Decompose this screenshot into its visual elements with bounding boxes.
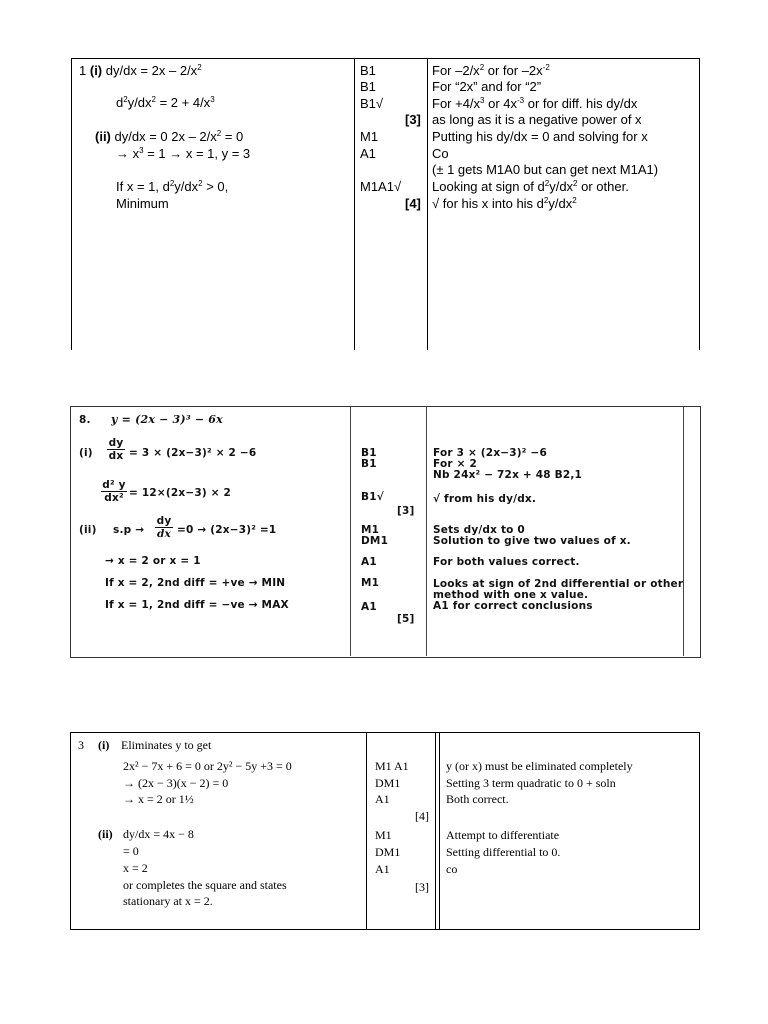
mark-code: M1 <box>360 129 379 144</box>
guidance-note: Setting 3 term quadratic to 0 + soln <box>446 776 616 790</box>
guidance-note: For $+4/x^3$ or $4x^{-3}$ or for diff. his dy/dx <box>432 96 638 111</box>
mark-code: M1 A1 <box>375 759 409 773</box>
column-divider <box>439 733 440 929</box>
guidance-note: method with one x value. <box>433 589 589 601</box>
working-line: → (2x − 3)(x − 2) = 0 <box>123 776 229 790</box>
working-line: → x = 2 or 1½ <box>123 792 194 806</box>
guidance-note: √ for his x into his $d^2y/dx^2$ <box>432 196 577 211</box>
guidance-note: √ from his dy/dx. <box>433 493 537 505</box>
guidance-note: Looks at sign of 2nd differential or other <box>433 578 684 590</box>
guidance-note: For both values correct. <box>433 556 580 568</box>
working-line: stationary at x = 2. <box>123 894 213 908</box>
working-line: = 12×(2x−3) × 2 <box>129 487 232 499</box>
guidance-note: For $-2/x^2$ or for $-2x^{-2}$ <box>432 63 550 78</box>
guidance-note: Sets dy/dx to 0 <box>433 524 525 536</box>
guidance-note: as long as it is a negative power of x <box>432 112 642 127</box>
mark-code: A1 <box>361 556 377 568</box>
question-equation: y = (2x − 3)³ − 6x <box>111 413 223 426</box>
mark-code: B1√ <box>361 491 384 503</box>
guidance-note: Co <box>432 146 449 161</box>
question-number: 8. <box>79 414 91 426</box>
guidance-note: Both correct. <box>446 792 509 806</box>
mark-total: [3] <box>405 112 421 127</box>
guidance-note: A1 for correct conclusions <box>433 600 593 612</box>
part-label: (ii) <box>98 827 113 841</box>
guidance-note: co <box>446 862 458 876</box>
column-divider <box>683 407 684 656</box>
working-line: 1 (i) $dy/dx = 2x - 2/x^2$ <box>79 63 202 78</box>
working-line: = 0 <box>123 844 139 858</box>
mark-code: M1 <box>361 577 380 589</box>
column-divider <box>350 407 351 656</box>
guidance-note: For × 2 <box>433 458 477 470</box>
second-derivative-fraction: $\frac{\text{d² y}}{\text{dx²}}$ <box>102 479 126 504</box>
guidance-note: For 3 × (2x−3)² −6 <box>433 447 547 459</box>
mark-total: [4] <box>405 196 421 211</box>
mark-total: [3] <box>397 505 415 517</box>
mark-code: B1 <box>360 79 376 94</box>
working-line: dy/dx = 4x − 8 <box>123 827 194 841</box>
question-number: 3 <box>78 738 84 752</box>
working-line: If x = 1, $d^2y/dx^2 > 0$, <box>116 179 229 194</box>
working-line: = 3 × (2x−3)² × 2 −6 <box>129 447 257 459</box>
mark-code: A1 <box>361 601 377 613</box>
working-line: Eliminates y to get <box>121 738 212 752</box>
table-right-border <box>699 58 700 350</box>
column-divider <box>435 733 436 929</box>
working-line: or completes the square and states <box>123 878 287 892</box>
guidance-note: Nb 24x² − 72x + 48 B2,1 <box>433 469 583 481</box>
working-line: $d^2y/dx^2 = 2 + 4/x^3$ <box>116 95 215 110</box>
working-line: → x = 2 or x = 1 <box>105 555 201 567</box>
working-line: Minimum <box>116 196 169 211</box>
working-line: If x = 1, 2nd diff = −ve → MAX <box>105 599 289 611</box>
mark-total: [3] <box>415 880 429 894</box>
column-divider <box>366 733 367 929</box>
mark-code: M1 <box>375 828 392 842</box>
guidance-note: (± 1 gets M1A0 but can get next M1A1) <box>432 162 659 177</box>
working-line: If x = 2, 2nd diff = +ve → MIN <box>105 577 286 589</box>
guidance-note: Solution to give two values of x. <box>433 535 631 547</box>
question-1-markscheme <box>0 0 768 360</box>
mark-code: B1 <box>361 458 377 470</box>
mark-total: [5] <box>397 613 415 625</box>
guidance-note: Looking at sign of $d^2y/dx^2$ or other. <box>432 179 629 194</box>
mark-code: A1 <box>375 792 390 806</box>
working-line: → $x^3 = 1 \to x = 1$, y = 3 <box>116 146 251 161</box>
table-top-border <box>71 58 700 59</box>
working-line: (ii) dy/dx = 0 $2x - 2/x^2 = 0$ <box>95 129 244 144</box>
mark-code: A1 <box>375 862 390 876</box>
column-divider <box>426 407 427 656</box>
mark-code: B1 <box>360 63 376 78</box>
mark-code: B1 <box>361 447 377 459</box>
mark-total: [4] <box>415 809 429 823</box>
mark-code: A1 <box>360 146 376 161</box>
mark-code: DM1 <box>361 535 389 547</box>
derivative-fraction: $\frac{dy}{dx}$ <box>156 515 172 540</box>
guidance-note: Attempt to differentiate <box>446 828 560 842</box>
mark-code: DM1 <box>375 776 401 790</box>
derivative-fraction: $\frac{dy}{dx}$ <box>108 437 124 462</box>
question-3-markscheme <box>70 732 700 930</box>
mark-code: B1√ <box>360 96 384 111</box>
guidance-note: For “2x” and for “2” <box>432 79 542 94</box>
mark-code: M1 <box>361 524 380 536</box>
guidance-note: Setting differential to 0. <box>446 845 561 859</box>
column-divider <box>427 58 428 350</box>
table-left-border <box>71 58 72 350</box>
guidance-note: Putting his dy/dx = 0 and solving for x <box>432 129 648 144</box>
guidance-note: y (or x) must be eliminated completely <box>446 759 633 773</box>
working-line: s.p → <box>113 524 145 536</box>
column-divider <box>354 58 355 350</box>
working-line: 2x² − 7x + 6 = 0 or 2y² − 5y +3 = 0 <box>123 759 292 773</box>
part-label: (ii) <box>79 524 97 536</box>
part-label: (i) <box>98 738 110 752</box>
working-line: =0 → (2x−3)² =1 <box>177 524 277 536</box>
mark-code: DM1 <box>375 845 401 859</box>
part-label: (i) <box>79 447 93 459</box>
mark-code: M1A1√ <box>360 179 402 194</box>
question-8-markscheme <box>70 406 701 658</box>
working-line: x = 2 <box>123 861 148 875</box>
